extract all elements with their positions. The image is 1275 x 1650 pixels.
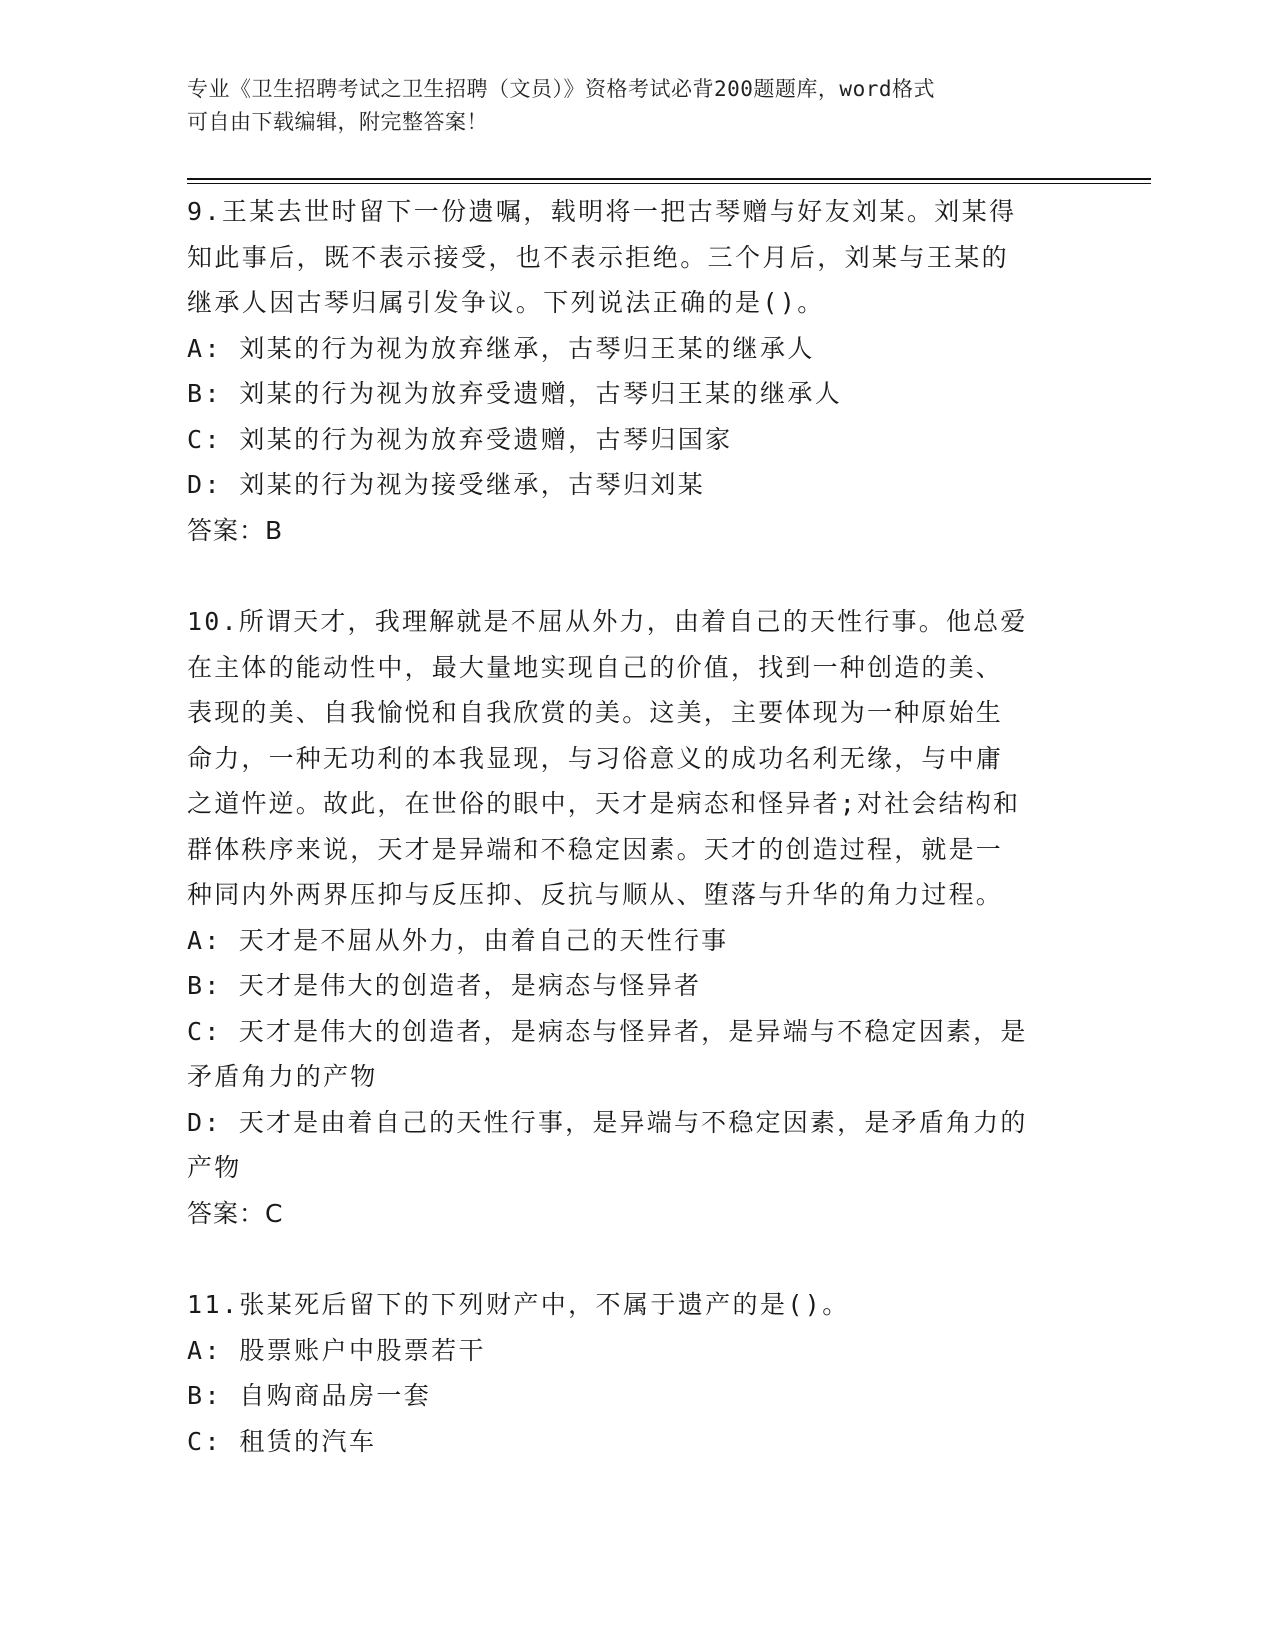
stem-line: 群体秩序来说，天才是异端和不稳定因素。天才的创造过程，就是一 xyxy=(187,834,1004,864)
spacer xyxy=(187,553,1087,599)
stem-line: 表现的美、自我愉悦和自我欣赏的美。这美，主要体现为一种原始生 xyxy=(187,698,1004,727)
spacer xyxy=(187,1236,1087,1282)
answer-label: 答案：B xyxy=(187,515,284,545)
option-c: C: 天才是伟大的创造者，是病态与怪异者，是异端与不稳定因素，是 xyxy=(187,1016,1028,1046)
option-d-continued: 产物 xyxy=(187,1153,242,1182)
stem-line: 11.张某死后留下的下列财产中，不属于遗产的是()。 xyxy=(187,1290,850,1319)
stem-line: 10.所谓天才，我理解就是不屈从外力，由着自己的天性行事。他总爱 xyxy=(187,607,1028,636)
question-9 xyxy=(187,189,1087,553)
option-a: A: 天才是不屈从外力，由着自己的天性行事 xyxy=(187,925,729,955)
option-a: A: 股票账户中股票若干 xyxy=(187,1335,486,1365)
question-options xyxy=(187,918,1087,1191)
stem-line: 知此事后，既不表示接受，也不表示拒绝。三个月后，刘某与王某的 xyxy=(187,242,1010,272)
stem-line: 之道忤逆。故此，在世俗的眼中，天才是病态和怪异者;对社会结构和 xyxy=(187,789,1021,818)
header-divider-thin xyxy=(187,183,1151,184)
option-d: D: 天才是由着自己的天性行事，是异端与不稳定因素，是矛盾角力的 xyxy=(187,1107,1028,1137)
question-list xyxy=(187,189,1087,1464)
stem-line: 种同内外两界压抑与反压抑、反抗与顺从、堕落与升华的角力过程。 xyxy=(187,880,1004,909)
option-c: C: 刘某的行为视为放弃受遗赠，古琴归国家 xyxy=(187,424,733,454)
stem-line: 继承人因古琴归属引发争议。下列说法正确的是()。 xyxy=(187,288,825,317)
option-c-continued: 矛盾角力的产物 xyxy=(187,1062,378,1091)
question-11 xyxy=(187,1282,1087,1464)
question-stem xyxy=(187,189,1087,326)
answer-label: 答案：C xyxy=(187,1198,284,1228)
question-stem xyxy=(187,599,1087,918)
question-10 xyxy=(187,599,1087,1236)
option-b: B: 天才是伟大的创造者，是病态与怪异者 xyxy=(187,971,702,1000)
document-header xyxy=(187,73,1087,139)
option-a: A: 刘某的行为视为放弃继承，古琴归王某的继承人 xyxy=(187,333,815,363)
header-divider-thick xyxy=(187,178,1151,180)
option-b: B: 自购商品房一套 xyxy=(187,1381,432,1410)
stem-line: 在主体的能动性中，最大量地实现自己的价值，找到一种创造的美、 xyxy=(187,652,1004,682)
header-line-2: 可自由下载编辑，附完整答案！ xyxy=(187,110,488,134)
stem-line: 9.王某去世时留下一份遗嘱，载明将一把古琴赠与好友刘某。刘某得 xyxy=(187,197,1017,226)
option-c: C: 租赁的汽车 xyxy=(187,1426,377,1456)
option-d: D: 刘某的行为视为接受继承，古琴归刘某 xyxy=(187,470,706,499)
stem-line: 命力，一种无功利的本我显现，与习俗意义的成功名利无缘，与中庸 xyxy=(187,743,1004,773)
option-b: B: 刘某的行为视为放弃受遗赠，古琴归王某的继承人 xyxy=(187,379,843,408)
header-line-1: 专业《卫生招聘考试之卫生招聘（文员）》资格考试必背200题题库，word格式 xyxy=(187,77,935,101)
